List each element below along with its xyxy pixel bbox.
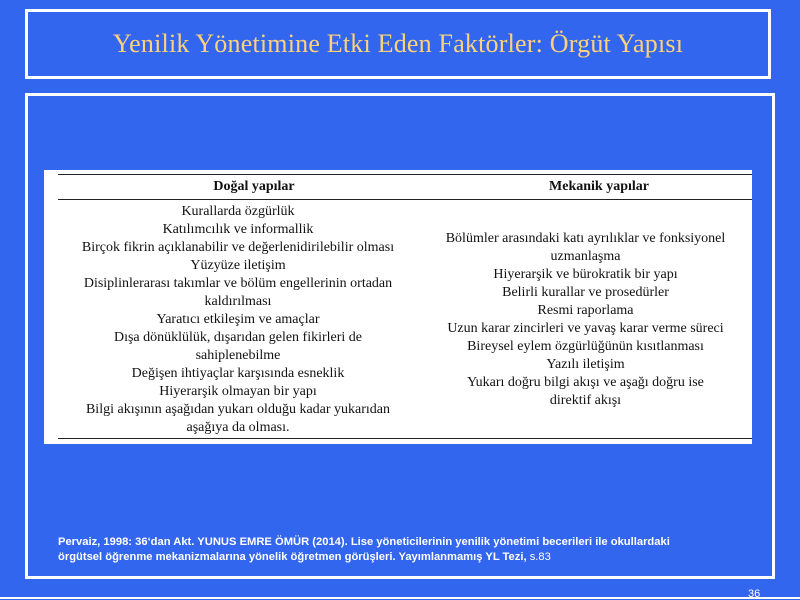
- table-header-rule: [58, 199, 752, 200]
- citation-line-2: [58, 550, 748, 565]
- bottom-divider: [0, 597, 800, 599]
- list-item: uzmanlaşma: [550, 249, 621, 264]
- list-item: Birçok fikrin açıklanabilir ve değerlenidirilebilir olması: [81, 240, 395, 255]
- table-top-rule: [58, 174, 752, 175]
- list-item: Bireysel eylem özgürlüğünün kısıtlanması: [467, 339, 704, 354]
- list-item: sahiplenebilme: [195, 348, 281, 363]
- list-item: Resmi raporlama: [537, 303, 634, 318]
- list-item: aşağıya da olması.: [186, 420, 290, 435]
- list-item: Yazılı iletişim: [546, 357, 625, 372]
- list-item: Bilgi akışının aşağıdan yukarı olduğu kadar yukarıdan: [85, 402, 391, 417]
- table-bottom-rule: [58, 438, 752, 439]
- citation-text: örgütsel öğrenme mekanizmalarına yönelik öğretmen görüşleri. Yayımlanmamış YL Tezi,: [58, 551, 530, 563]
- mechanical-structures-column: [419, 230, 752, 410]
- list-item: Disiplinlerarası takımlar ve bölüm engellerinin ortadan: [83, 276, 393, 291]
- list-item: direktif akışı: [549, 393, 622, 408]
- list-item: Yaratıcı etkileşim ve amaçlar: [156, 312, 320, 327]
- slide-title: Yenilik Yönetimine Etki Eden Faktörler: Örgüt Yapısı: [112, 29, 684, 58]
- list-item: Hiyerarşik olmayan bir yapı: [159, 384, 317, 399]
- list-item: Dışa dönüklülük, dışarıdan gelen fikirleri de: [113, 330, 363, 345]
- source-citation: [58, 535, 748, 565]
- comparison-table: [44, 170, 752, 444]
- list-item: Bölümler arasındaki katı ayrılıklar ve fonksiyonel: [445, 231, 726, 246]
- list-item: Kurallarda özgürlük: [181, 204, 295, 219]
- list-item: Uzun karar zincirleri ve yavaş karar verme süreci: [447, 321, 724, 336]
- list-item: kaldırılması: [204, 294, 272, 309]
- list-item: Hiyerarşik ve bürokratik bir yapı: [493, 267, 678, 282]
- list-item: Yukarı doğru bilgi akışı ve aşağı doğru ise: [467, 375, 704, 390]
- list-item: Değişen ihtiyaçlar karşısında esneklik: [131, 366, 345, 381]
- list-item: Yüzyüze iletişim: [190, 258, 286, 273]
- natural-structures-column: [58, 203, 418, 437]
- list-item: Belirli kurallar ve prosedürler: [502, 285, 669, 300]
- header-natural-structures: Doğal yapılar: [213, 179, 295, 194]
- page-number: 36: [748, 588, 761, 600]
- citation-line-1: Pervaiz, 1998: 36‘dan Akt. YUNUS EMRE ÖMÜR (2014). Lise yöneticilerinin yenilik yönetimi becerileri ile okullardaki: [58, 536, 670, 548]
- list-item: Katılımcılık ve informallik: [162, 222, 314, 237]
- header-mechanical-structures: Mekanik yapılar: [549, 179, 649, 194]
- citation-page: s.83: [529, 551, 551, 563]
- title-frame: [25, 9, 771, 79]
